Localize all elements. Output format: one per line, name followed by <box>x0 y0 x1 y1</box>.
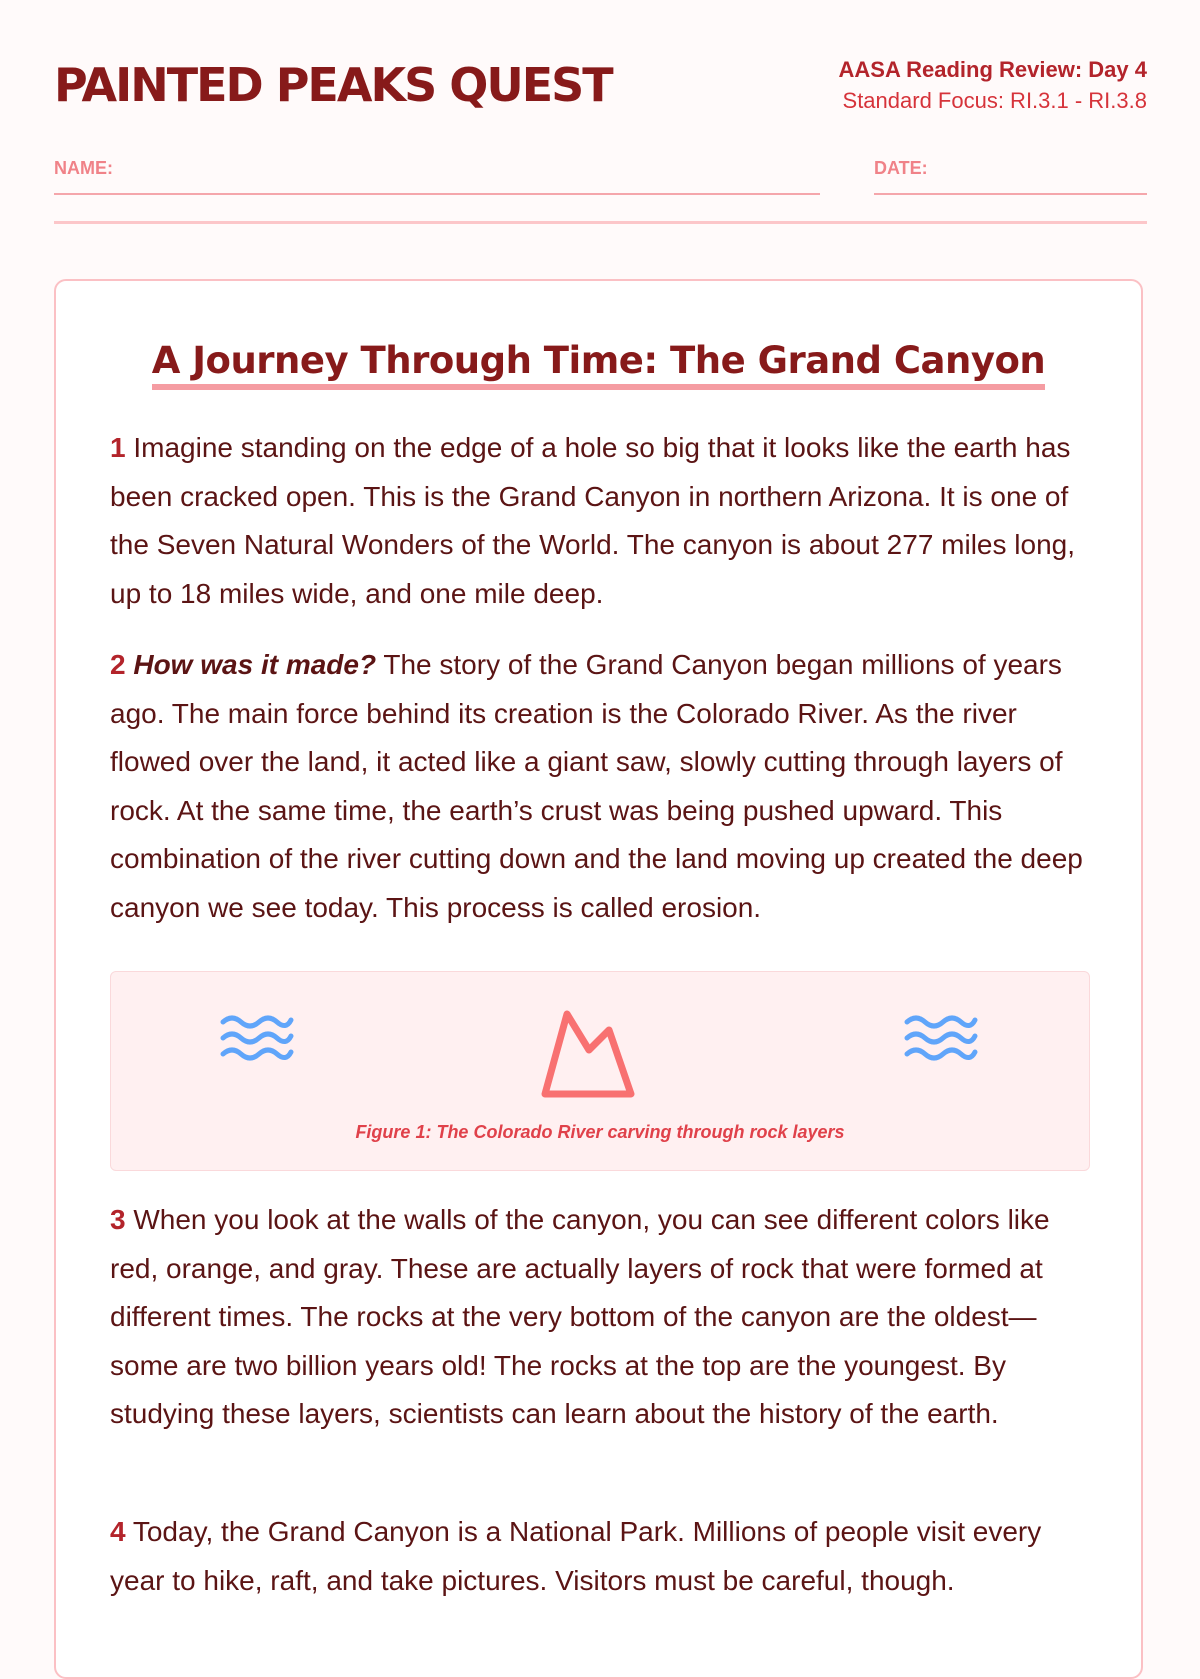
paragraph-number: 4 <box>110 1516 126 1547</box>
date-label: DATE: <box>874 158 928 178</box>
paragraph-lead-question: How was it made? <box>133 649 377 680</box>
header-divider <box>54 221 1147 224</box>
paragraph-number: 2 <box>110 649 126 680</box>
paragraph-text: Imagine standing on the edge of a hole so big that it looks like the earth has been cracked open. This is the Grand Canyon in northern Arizona. It is one of the Seven Natural Wonders of the World. The canyon is about 277 miles long, up to 18 miles wide, and one mile deep. <box>110 432 1076 609</box>
article-title: A Journey Through Time: The Grand Canyon <box>152 339 1045 390</box>
student-fields <box>54 155 1147 195</box>
review-title: AASA Reading Review: Day 4 <box>838 57 1147 82</box>
standard-focus: Standard Focus: RI.3.1 - RI.3.8 <box>842 88 1147 113</box>
paragraph-1 <box>110 424 1095 618</box>
water-waves-icon <box>219 1010 295 1068</box>
figure-caption: Figure 1: The Colorado River carving through rock layers <box>355 1122 845 1142</box>
paragraph-4 <box>110 1508 1095 1605</box>
article-card <box>54 279 1143 1679</box>
paragraph-number: 1 <box>110 432 126 463</box>
paragraph-number: 3 <box>110 1204 126 1235</box>
brand-title: PAINTED PEAKS QUEST <box>54 58 612 112</box>
paragraph-text: The story of the Grand Canyon began millions of years ago. The main force behind its creation is the Colorado River. As the river flowed over the land, it acted like a giant saw, slowly cutting through layers of rock. At the same time, the earth’s crust was being pushed upward. This combination of the river cutting down and the land moving up created the deep canyon we see today. This process is called erosion. <box>110 649 1083 923</box>
figure-box <box>110 971 1090 1171</box>
mountain-icon <box>537 1006 639 1102</box>
paragraph-text: When you look at the walls of the canyon, you can see different colors like red, orange, and gray. These are actually layers of rock that were formed at different times. The rocks at the very bottom of the canyon are the oldest—some are two billion years old! The rocks at the top are the youngest. By studying these layers, scientists can learn about the history of the earth. <box>110 1204 1050 1429</box>
name-label: NAME: <box>54 158 113 178</box>
article-title-wrap <box>56 339 1141 390</box>
water-waves-icon <box>903 1010 979 1068</box>
paragraph-text: Today, the Grand Canyon is a National Park. Millions of people visit every year to hike, raft, and take pictures. Visitors must be careful, though. <box>110 1516 1042 1596</box>
paragraph-3 <box>110 1196 1095 1439</box>
worksheet-header <box>54 50 1147 130</box>
paragraph-2 <box>110 641 1095 932</box>
name-field[interactable] <box>54 155 820 195</box>
date-field[interactable] <box>874 155 1147 195</box>
review-info <box>839 56 1148 118</box>
